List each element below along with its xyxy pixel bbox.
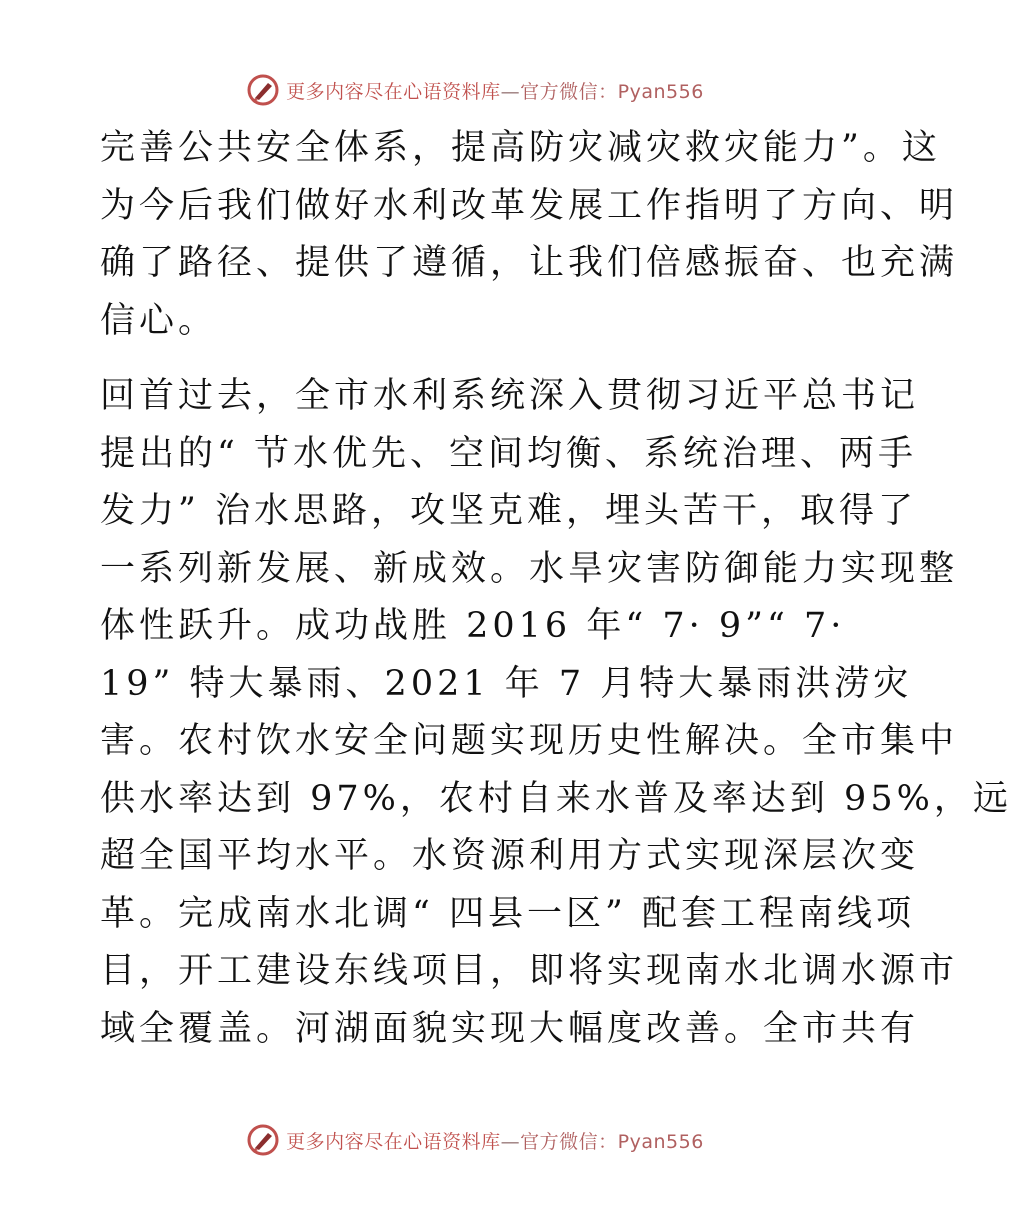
text-line: 回首过去，全市水利系统深入贯彻习近平总书记 (100, 376, 920, 416)
text-line: 体性跃升。成功战胜 2016 年“ 7· 9”“ 7· (100, 606, 846, 646)
text-line: 域全覆盖。河湖面貌实现大幅度改善。全市共有 (100, 1008, 920, 1049)
text-line: 提出的“ 节水优先、空间均衡、系统治理、两手 (100, 433, 918, 474)
document-body (100, 120, 1012, 1058)
pen-circle-logo-icon (246, 73, 280, 107)
text-line: 革。完成南水北调“ 四县一区” 配套工程南线项 (100, 893, 916, 934)
pen-circle-logo-icon (246, 1123, 280, 1157)
text-line: 19” 特大暴雨、2021 年 7 月特大暴雨洪涝灾 (100, 663, 913, 704)
text-line: 超全国平均水平。水资源利用方式实现深层次变 (100, 836, 920, 876)
watermark-main-text: 更多内容尽在心语资料库 (286, 80, 501, 103)
watermark-main-text: 更多内容尽在心语资料库 (286, 1130, 501, 1153)
text-line: 为今后我们做好水利改革发展工作指明了方向、明 (100, 185, 959, 226)
text-line: 一系列新发展、新成效。水旱灾害防御能力实现整 (100, 548, 959, 589)
header-watermark-banner (0, 70, 950, 110)
watermark-separator: — (500, 1130, 521, 1153)
watermark-separator: — (500, 80, 521, 103)
paragraph-2 (100, 368, 1012, 1058)
text-line: 供水率达到 97%，农村自来水普及率达到 95%，远 (100, 778, 1012, 819)
text-line: 完善公共安全体系，提高防灾减灾救灾能力”。这 (100, 128, 941, 168)
watermark-text (286, 77, 704, 104)
watermark-wechat-label: 官方微信：Pyan556 (520, 1130, 704, 1153)
text-line: 发力” 治水思路，攻坚克难，埋头苦干，取得了 (100, 491, 918, 531)
text-line: 确了路径、提供了遵循，让我们倍感振奋、也充满 (100, 243, 959, 283)
text-line: 害。农村饮水安全问题实现历史性解决。全市集中 (100, 721, 959, 761)
watermark-text (286, 1127, 704, 1154)
text-line: 目，开工建设东线项目，即将实现南水北调水源市 (100, 951, 959, 991)
paragraph-1 (100, 120, 959, 350)
text-line: 信心。 (100, 300, 218, 341)
watermark-wechat-label: 官方微信：Pyan556 (520, 80, 704, 103)
footer-watermark-banner (0, 1120, 950, 1160)
